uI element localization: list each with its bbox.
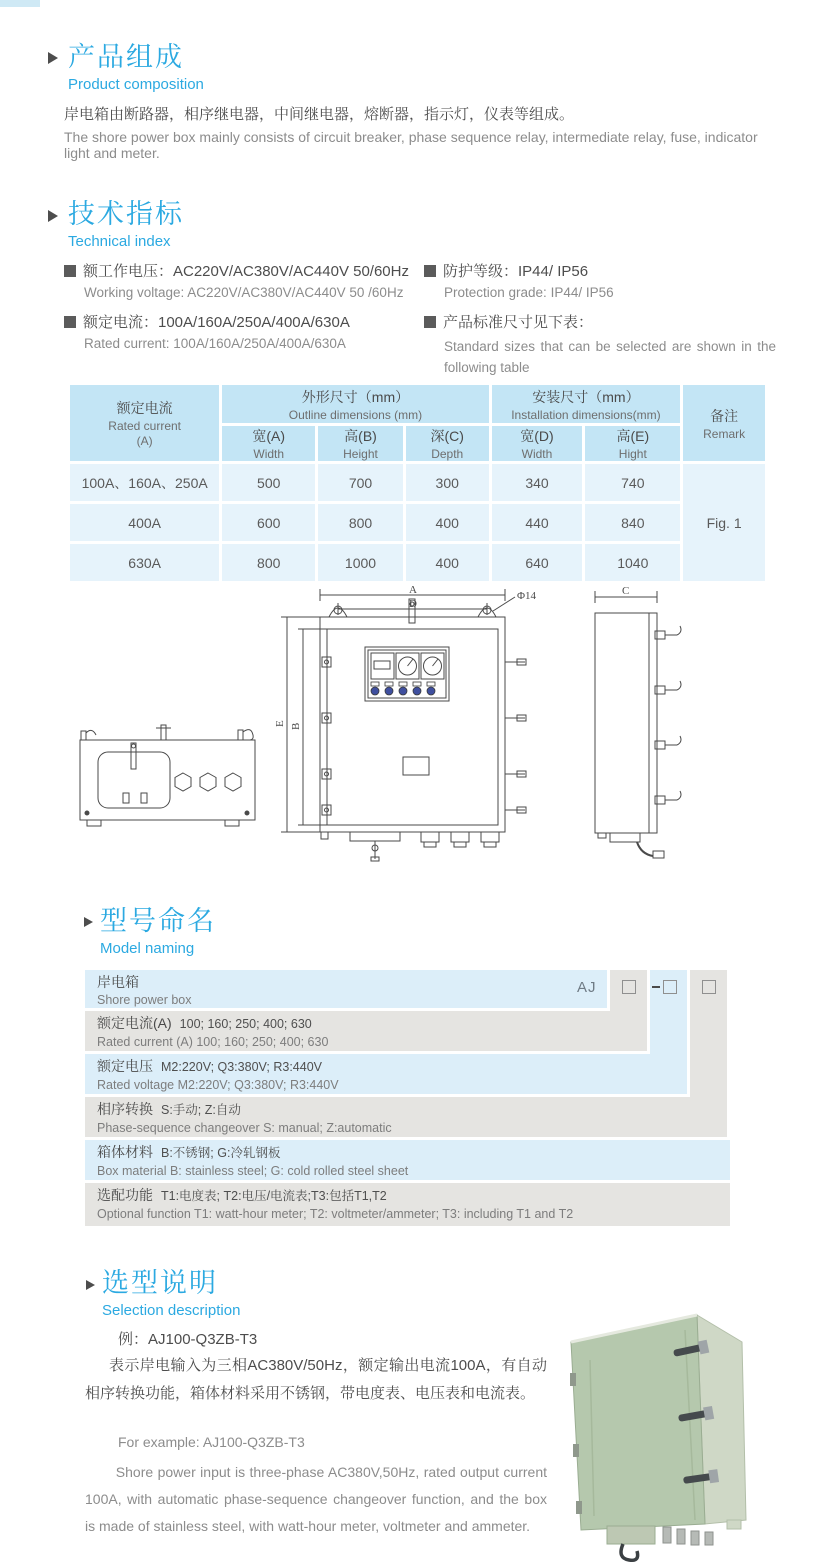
cell-r1-d: 340: [492, 464, 583, 501]
product-photo: [545, 1298, 830, 1568]
dim-label-b: B: [290, 722, 302, 730]
header-outline-en: Outline dimensions (mm): [288, 407, 423, 422]
subcol-width-a: [222, 426, 315, 461]
page-corner-mark: [0, 0, 40, 7]
section-arrow-icon: [86, 1280, 95, 1290]
cell-r3-d: 640: [492, 544, 583, 581]
sub-c-zh: 深(C): [430, 428, 464, 444]
subcol-depth-c: [406, 426, 489, 461]
square-bullet-icon: [424, 316, 436, 328]
subcol-width-d: [492, 426, 583, 461]
dim-label-a: A: [409, 585, 417, 596]
header-outline-zh: 外形尺寸（mm）: [301, 388, 410, 405]
model-r3-label: 额定电压: [97, 1058, 153, 1074]
model-title-zh: 型号命名: [100, 906, 216, 936]
spec-rated-current: [64, 311, 350, 332]
cell-r2-a: 600: [222, 504, 315, 541]
composition-body-zh: 岸电箱由断路器，相序继电器，中间继电器，熔断器，指示灯，仪表等组成。: [64, 106, 575, 123]
square-bullet-icon: [64, 265, 76, 277]
section-model-heading: [100, 908, 216, 957]
cell-r1-current: 100A、160A、250A: [70, 464, 219, 501]
col-group-outline: [222, 385, 488, 423]
header-current-unit: (A): [136, 434, 153, 448]
model-r1-zh: 岸电箱: [97, 974, 139, 990]
spec-working-voltage-zh: 额工作电压：AC220V/AC380V/AC440V 50/60Hz: [83, 263, 409, 280]
model-row-phase-changeover: [85, 1097, 727, 1137]
sub-d-en: Width: [521, 447, 553, 461]
model-r6-en: Optional function T1: watt-hour meter; T2: voltmeter/ammeter; T3: including T1 and T2: [97, 1207, 574, 1221]
sub-a-en: Width: [253, 447, 285, 461]
selection-paragraph-en: Shore power input is three-phase AC380V,50Hz, rated output current 100A, with automatic phase-sequence changeover function, and the box is made of stainless steel, with watt-hour meter, voltmeter and ammeter.: [85, 1464, 547, 1534]
dimension-table: [67, 382, 768, 584]
cell-r2-current: 400A: [70, 504, 219, 541]
spec-rated-current-en: Rated current: 100A/160A/250A/400A/630A: [84, 336, 346, 351]
model-r2-label: 额定电流(A): [97, 1015, 172, 1031]
model-r4-en: Phase-sequence changeover S: manual; Z:automatic: [97, 1121, 392, 1135]
sub-b-zh: 高(B): [344, 428, 377, 444]
cable-glands: [663, 1527, 713, 1545]
header-install-zh: 安装尺寸（mm）: [532, 388, 640, 405]
model-r3-values: M2:220V; Q3:380V; R3:440V: [161, 1060, 322, 1074]
cell-r3-b: 1000: [318, 544, 403, 581]
col-group-install: [492, 385, 681, 423]
section-arrow-icon: [48, 210, 58, 222]
header-remark-en: Remark: [703, 426, 746, 441]
model-r5-values: B:不锈钢; G:冷轧钢板: [161, 1146, 281, 1160]
table-row: [70, 504, 765, 541]
model-code-dash: [652, 986, 660, 988]
header-current-zh: 额定电流: [116, 400, 173, 416]
model-r4-label: 相序转换: [97, 1101, 153, 1117]
header-remark-zh: 备注: [710, 407, 739, 424]
outline-drawing: [65, 585, 765, 880]
spec-protection-grade: [424, 260, 588, 281]
cell-r2-b: 800: [318, 504, 403, 541]
selection-example-zh: 例：AJ100-Q3ZB-T3: [118, 1331, 258, 1348]
model-r6-label: 选配功能: [97, 1187, 153, 1203]
sub-a-zh: 宽(A): [252, 428, 286, 444]
sub-d-zh: 宽(D): [520, 428, 554, 444]
model-row-optional-function: [85, 1183, 730, 1226]
technical-title-zh: 技术指标: [68, 199, 184, 229]
cell-remark-fig: Fig. 1: [683, 464, 765, 581]
selection-title-zh: 选型说明: [102, 1268, 218, 1298]
subcol-height-e: [585, 426, 680, 461]
composition-title-zh: 产品组成: [68, 42, 184, 72]
spec-standard-sizes: [424, 311, 593, 332]
header-current-en: Rated current: [108, 419, 181, 433]
col-header-rated-current: [70, 385, 219, 461]
table-row: [70, 464, 765, 501]
section-composition-heading: [68, 44, 204, 93]
sub-e-zh: 高(E): [616, 428, 650, 444]
spec-working-voltage-en: Working voltage: AC220V/AC380V/AC440V 50 /60Hz: [84, 285, 404, 300]
selection-paragraph-zh: 表示岸电输入为三相AC380V/50Hz，额定输出电流100A，有自动相序转换功能，箱体材料采用不锈钢，带电度表、电压表和电流表。: [85, 1357, 547, 1402]
subcol-height-b: [318, 426, 403, 461]
model-r5-en: Box material B: stainless steel; G: cold rolled steel sheet: [97, 1164, 409, 1178]
spec-standard-sizes-zh: 产品标准尺寸见下表：: [443, 314, 594, 331]
model-code-box-3: [702, 980, 716, 994]
model-naming-table: [85, 970, 730, 1226]
cell-r3-current: 630A: [70, 544, 219, 581]
dim-label-e: E: [274, 720, 286, 727]
model-row-box-material: [85, 1140, 730, 1180]
spec-standard-sizes-en: Standard sizes that can be selected are shown in the following table: [444, 339, 776, 375]
spec-rated-current-zh: 额定电流：100A/160A/250A/400A/630A: [83, 314, 350, 331]
col-header-remark: [683, 385, 765, 461]
section-selection-heading: [102, 1270, 240, 1319]
table-row: [70, 544, 765, 581]
cell-r2-d: 440: [492, 504, 583, 541]
spec-working-voltage: [64, 260, 409, 281]
dim-label-phi14: Φ14: [517, 590, 537, 602]
dim-label-d: D: [409, 598, 417, 610]
model-r3-en: Rated voltage M2:220V; Q3:380V; R3:440V: [97, 1078, 339, 1092]
square-bullet-icon: [424, 265, 436, 277]
cell-r1-c: 300: [406, 464, 489, 501]
model-code-box-1: [622, 980, 636, 994]
model-code-prefix: AJ: [577, 979, 597, 996]
model-code-box-2: [663, 980, 677, 994]
model-r4-values: S:手动; Z:自动: [161, 1103, 241, 1117]
dim-label-c: C: [622, 585, 630, 597]
cell-r3-a: 800: [222, 544, 315, 581]
model-row-rated-voltage: [85, 1054, 687, 1094]
composition-body-en: The shore power box mainly consists of circuit breaker, phase sequence relay, intermediate relay, fuse, indicator light and meter.: [64, 129, 758, 161]
sub-b-en: Height: [343, 447, 378, 461]
technical-title-en: Technical index: [68, 233, 171, 250]
side-latches: [655, 626, 681, 804]
cell-r2-e: 840: [585, 504, 680, 541]
model-r2-values: 100; 160; 250; 400; 630: [179, 1017, 312, 1031]
section-arrow-icon: [84, 917, 93, 927]
indicator-lights: [371, 682, 435, 695]
spec-protection-grade-zh: 防护等级：IP44/ IP56: [443, 263, 589, 280]
section-arrow-icon: [48, 52, 58, 64]
header-install-en: Installation dimensions(mm): [511, 407, 661, 422]
model-row-shore-power-box: [85, 970, 607, 1008]
model-title-en: Model naming: [100, 940, 195, 957]
selection-example-en: For example: AJ100-Q3ZB-T3: [118, 1434, 305, 1450]
sub-c-en: Depth: [431, 447, 464, 461]
cell-r1-a: 500: [222, 464, 315, 501]
model-r2-en: Rated current (A) 100; 160; 250; 400; 630: [97, 1035, 329, 1049]
cell-r1-b: 700: [318, 464, 403, 501]
latch-marks: [505, 659, 526, 813]
cell-r1-e: 740: [585, 464, 680, 501]
section-technical-heading: [68, 201, 184, 250]
bottom-clamp: [621, 1544, 638, 1560]
cell-r3-e: 1040: [585, 544, 680, 581]
square-bullet-icon: [64, 316, 76, 328]
cell-r2-c: 400: [406, 504, 489, 541]
model-row-rated-current: [85, 1011, 647, 1051]
sub-e-en: Hight: [618, 447, 647, 461]
model-r5-label: 箱体材料: [97, 1144, 153, 1160]
cell-r3-c: 400: [406, 544, 489, 581]
composition-title-en: Product composition: [68, 76, 204, 93]
model-r1-en: Shore power box: [97, 993, 192, 1007]
selection-title-en: Selection description: [102, 1302, 241, 1319]
spec-protection-grade-en: Protection grade: IP44/ IP56: [444, 285, 614, 300]
model-r6-values: T1:电度表; T2:电压/电流表;T3:包括T1,T2: [161, 1189, 387, 1203]
